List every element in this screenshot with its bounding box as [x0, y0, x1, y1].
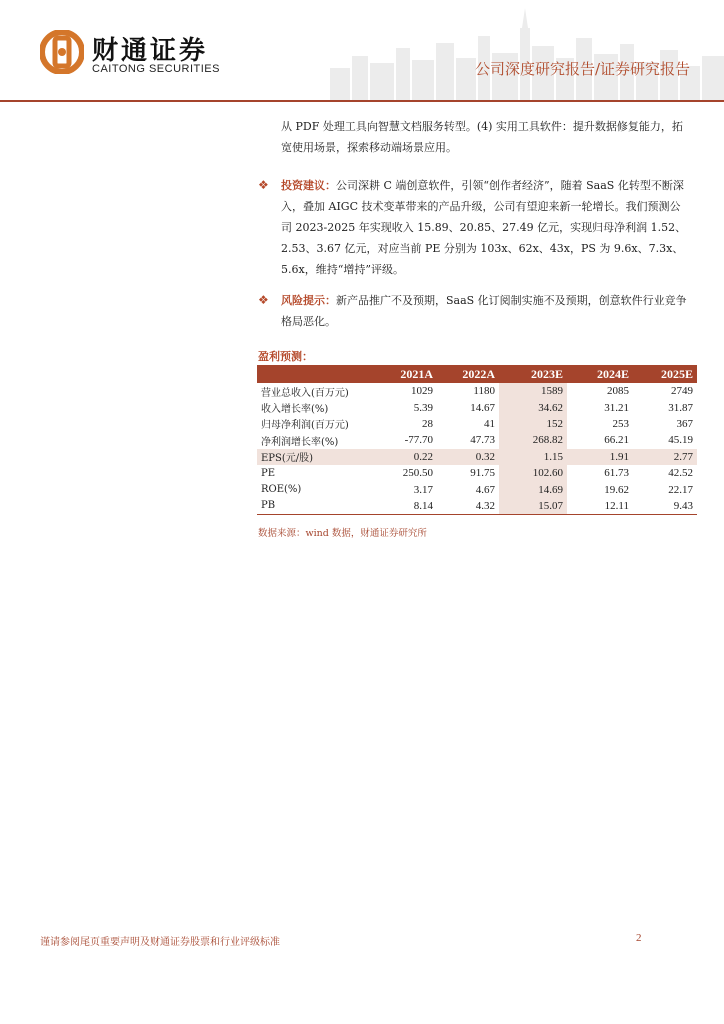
risk-paragraph — [281, 290, 689, 332]
table-cell: 66.21 — [604, 434, 629, 447]
table-row — [257, 432, 697, 448]
table-cell: 2.77 — [633, 449, 697, 465]
row-label: EPS(元/股) — [257, 449, 375, 465]
table-cell: 4.32 — [437, 498, 499, 515]
row-label: PE — [261, 467, 276, 479]
table-cell: 1.91 — [567, 449, 633, 465]
row-label: PB — [257, 498, 375, 515]
table-cell: 5.39 — [413, 401, 433, 414]
table-row — [257, 465, 697, 481]
earnings-forecast-table — [257, 365, 697, 515]
table-cell: 9.43 — [633, 498, 697, 515]
table-cell: 14.69 — [499, 481, 567, 497]
table-cell: 2749 — [671, 385, 693, 398]
risk-bullet-icon: ❖ — [258, 293, 269, 307]
header-divider — [0, 100, 724, 102]
column-header: 2022A — [437, 365, 499, 383]
brand-name-cn: 财通证券 — [92, 36, 209, 66]
table-cell: 0.22 — [375, 449, 437, 465]
table-cell: 2085 — [607, 385, 629, 398]
table-row — [257, 449, 697, 465]
table-cell: 31.21 — [604, 401, 629, 414]
table-cell: 41 — [484, 417, 495, 430]
table-cell: 152 — [499, 416, 567, 432]
table-cell: 367 — [676, 417, 693, 430]
data-source-note: 数据来源：wind 数据，财通证券研究所 — [258, 528, 427, 539]
table-cell: 253 — [612, 417, 629, 430]
table-cell: 31.87 — [668, 401, 693, 414]
table-cell: 14.67 — [470, 401, 495, 414]
investment-paragraph — [281, 175, 689, 280]
table-cell: 15.07 — [499, 498, 567, 515]
brand-name-en: CAITONG SECURITIES — [92, 63, 220, 75]
table-row — [257, 481, 697, 497]
column-header: 2023E — [499, 365, 567, 383]
risk-text: 新产品推广不及预期，SaaS 化订阅制实施不及预期，创意软件行业竞争格局恶化。 — [281, 294, 687, 328]
table-cell: 61.73 — [604, 467, 629, 480]
table-cell: 45.19 — [668, 434, 693, 447]
table-cell: 0.32 — [437, 449, 499, 465]
column-header: 2021A — [375, 365, 437, 383]
intro-paragraph: 从 PDF 处理工具向智慧文档服务转型。(4) 实用工具软件：提升数据修复能力，拓宽使用场景，探索移动端场景应用。 — [281, 120, 683, 154]
table-cell: 102.60 — [499, 465, 567, 481]
column-header: 2024E — [567, 365, 633, 383]
table-header-row — [257, 365, 697, 383]
row-label: 净利润增长率(%) — [261, 436, 339, 448]
footer-disclaimer: 谨请参阅尾页重要声明及财通证券股票和行业评级标准 — [40, 937, 280, 948]
investment-label: 投资建议： — [281, 179, 336, 192]
table-title: 盈利预测： — [258, 350, 313, 363]
table-cell: 1180 — [473, 385, 495, 398]
investment-bullet-icon: ❖ — [258, 178, 269, 192]
row-label: 收入增长率(%) — [261, 404, 329, 416]
table-row — [257, 498, 697, 515]
page-header — [0, 0, 724, 104]
table-cell: 1.15 — [499, 449, 567, 465]
table-cell: 28 — [422, 417, 433, 430]
table-cell: 22.17 — [668, 483, 693, 496]
city-skyline-decoration — [330, 8, 724, 100]
table-cell: 268.82 — [499, 432, 567, 448]
table-cell: 4.67 — [475, 483, 495, 496]
table-cell: 19.62 — [604, 483, 629, 496]
table-cell: 250.50 — [402, 467, 433, 480]
row-label: ROE(%) — [261, 484, 302, 496]
caitong-logo-icon — [40, 30, 84, 74]
report-type-title: 公司深度研究报告/证券研究报告 — [474, 60, 690, 78]
row-label: 营业总收入(百万元) — [261, 387, 349, 399]
table-cell: 47.73 — [470, 434, 495, 447]
table-cell: 42.52 — [668, 467, 693, 480]
table-cell: 1029 — [411, 385, 433, 398]
investment-text: 公司深耕 C 端创意软件，引领“创作者经济”，随着 SaaS 化转型不断深入，叠加 AIGC 技术变革带来的产品升级，公司有望迎来新一轮增长。我们预测公司 2023-2025 年实现收入 15.89、20.85、27.49 亿元，实现归母净利润 1.52、2.53、3.67 亿元，对应当前 PE 分别为 103x、62x、43x，PS 为 9.6x、7.3x、5.6x，维持“增持”评级。 — [281, 179, 687, 276]
table-cell: 91.75 — [470, 467, 495, 480]
row-label: 归母净利润(百万元) — [261, 420, 349, 432]
table-row — [257, 399, 697, 415]
column-header: 2025E — [633, 365, 697, 383]
table-cell: 1589 — [499, 383, 567, 399]
table-cell: 3.17 — [413, 483, 433, 496]
table-row — [257, 416, 697, 432]
risk-label: 风险提示： — [281, 294, 336, 307]
table-cell: 12.11 — [567, 498, 633, 515]
page-number: 2 — [636, 932, 642, 944]
table-cell: -77.70 — [404, 434, 433, 447]
table-cell: 8.14 — [375, 498, 437, 515]
table-cell: 34.62 — [499, 399, 567, 415]
column-header — [257, 365, 375, 383]
table-row — [257, 383, 697, 399]
